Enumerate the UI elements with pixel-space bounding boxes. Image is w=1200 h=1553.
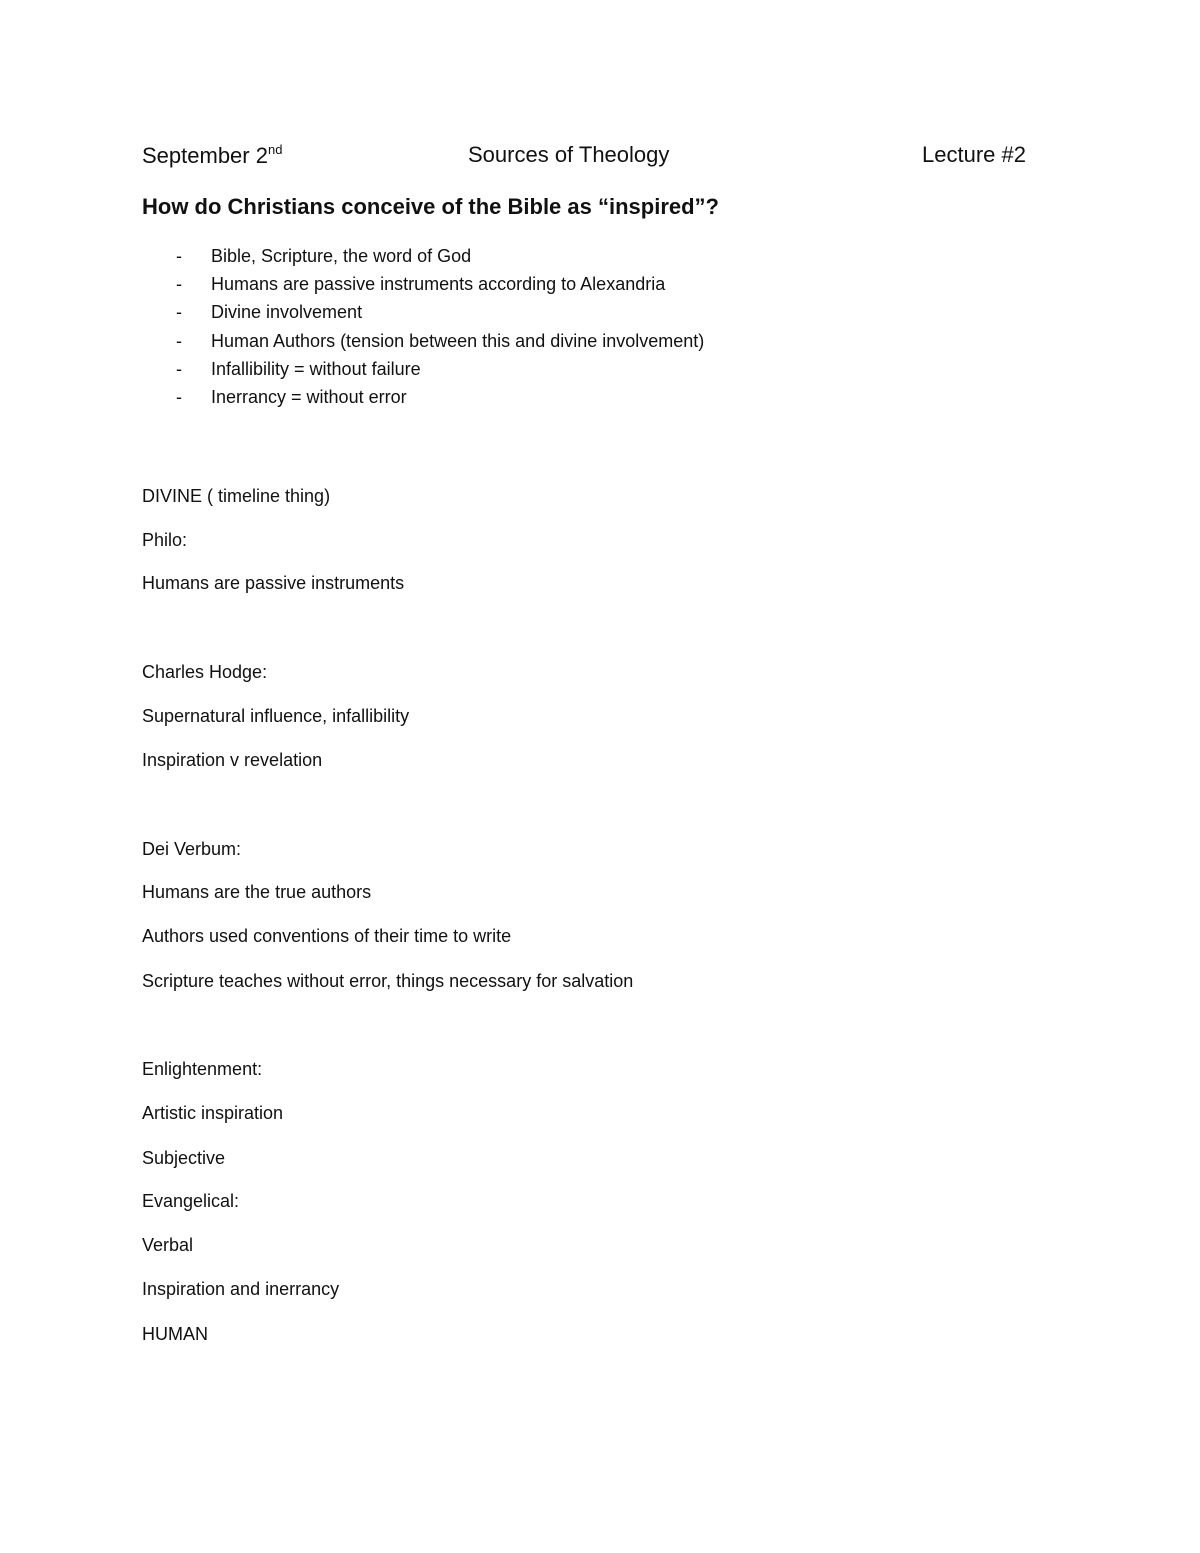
header-date-superscript: nd (267, 142, 283, 157)
dei-verbum-line: Humans are the true authors (142, 882, 372, 902)
philo-heading: Philo: (142, 530, 188, 550)
list-item-text: Divine involvement (211, 302, 363, 323)
dei-verbum-heading: Dei Verbum: (142, 839, 242, 859)
list-item (176, 270, 704, 298)
enlightenment-line: Artistic inspiration (142, 1103, 284, 1123)
philo-line: Humans are passive instruments (142, 573, 405, 593)
enlightenment-line: Subjective (142, 1148, 226, 1168)
hodge-heading: Charles Hodge: (142, 662, 268, 682)
bullet-dash: - (176, 246, 182, 266)
evangelical-line: Verbal (142, 1235, 194, 1255)
human-heading: HUMAN (142, 1324, 208, 1344)
list-item-text: Infallibility = without failure (211, 358, 421, 379)
hodge-line: Supernatural influence, infallibility (142, 706, 410, 726)
evangelical-line: Inspiration and inerrancy (142, 1279, 340, 1299)
bullet-dash: - (176, 302, 182, 323)
divine-heading: DIVINE ( timeline thing) (142, 486, 331, 506)
list-item (176, 383, 704, 411)
evangelical-heading: Evangelical: (142, 1191, 240, 1211)
list-item (176, 298, 704, 326)
bullet-dash: - (176, 358, 182, 379)
enlightenment-heading: Enlightenment: (142, 1059, 263, 1079)
main-question: How do Christians conceive of the Bible as “inspired”? (142, 194, 719, 219)
list-item-text: Inerrancy = without error (211, 386, 407, 407)
header-date (142, 142, 282, 169)
header-course-title: Sources of Theology (468, 142, 670, 167)
list-item (176, 242, 704, 270)
bullet-dash: - (176, 386, 182, 407)
page-header (142, 142, 1026, 176)
hodge-line: Inspiration v revelation (142, 750, 323, 770)
header-date-main: September 2 (142, 143, 268, 168)
list-item (176, 327, 704, 355)
dei-verbum-line: Scripture teaches without error, things necessary for salvation (142, 971, 634, 991)
list-item-text: Bible, Scripture, the word of God (211, 246, 472, 266)
list-item (176, 355, 704, 383)
bullet-dash: - (176, 330, 182, 351)
bullet-list (176, 242, 704, 411)
header-lecture-number: Lecture #2 (922, 142, 1026, 167)
list-item-text: Human Authors (tension between this and divine involvement) (211, 330, 705, 351)
bullet-dash: - (176, 274, 182, 295)
list-item-text: Humans are passive instruments according to Alexandria (211, 274, 666, 295)
dei-verbum-line: Authors used conventions of their time to write (142, 926, 512, 946)
